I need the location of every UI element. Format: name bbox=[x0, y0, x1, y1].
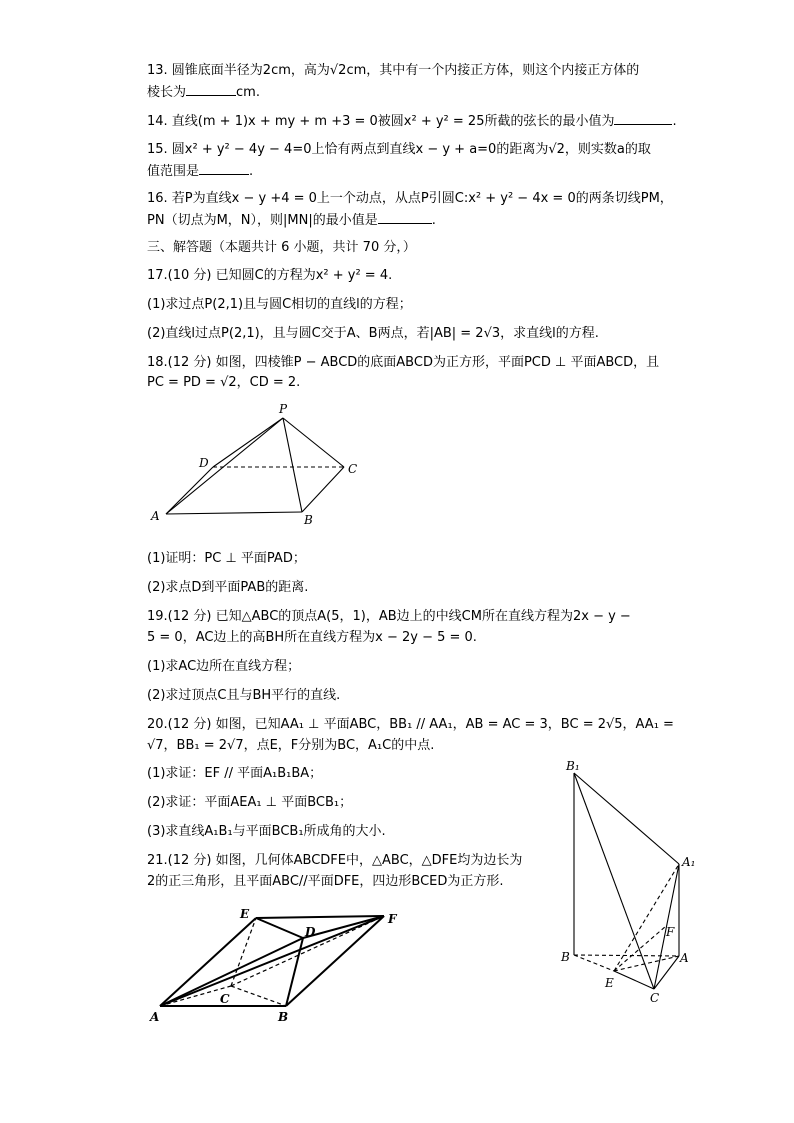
q21-title-cont: 2的正三角形，且平面ABC//平面DFE，四边形BCED为正方形. bbox=[147, 874, 504, 889]
label-A: A bbox=[150, 1010, 160, 1024]
label-D: D bbox=[199, 456, 209, 470]
q19-part2: (2)求过顶点C且与BH平行的直线. bbox=[147, 688, 341, 703]
q15-line2: 值范围是 . bbox=[147, 164, 254, 179]
label-E: E bbox=[240, 907, 250, 921]
q18-part1: (1)证明：PC ⊥ 平面PAD； bbox=[147, 551, 306, 566]
q18-title: 18.(12 分) 如图，四棱锥P − ABCD的底面ABCD为正方形，平面PCD ⊥ 平面ABCD，且 bbox=[147, 355, 660, 370]
label-B1: B₁ bbox=[566, 759, 580, 773]
q15-line1: 15. 圆x² + y² − 4y − 4=0上恰有两点到直线x − y + a=0的距离为√2，则实数a的取 bbox=[147, 142, 651, 157]
q20-part2: (2)求证：平面AEA₁ ⊥ 平面BCB₁； bbox=[147, 795, 353, 810]
q21-title: 21.(12 分) 如图，几何体ABCDFE中，△ABC，△DFE均为边长为 bbox=[147, 853, 523, 868]
label-P: P bbox=[279, 402, 288, 416]
label-C: C bbox=[650, 991, 660, 1005]
q18-title-cont: PC = PD = √2，CD = 2. bbox=[147, 375, 301, 390]
label-A1: A₁ bbox=[682, 855, 696, 869]
label-F: F bbox=[666, 925, 675, 939]
q20-title-cont: √7，BB₁ = 2√7，点E，F分别为BC，A₁C的中点. bbox=[147, 738, 435, 753]
label-F: F bbox=[388, 912, 397, 926]
label-E: E bbox=[605, 976, 614, 990]
label-B: B bbox=[278, 1010, 289, 1024]
label-C: C bbox=[348, 462, 358, 476]
q16-line1: 16. 若P为直线x − y +4 = 0上一个动点，从点P引圆C:x² + y² − 4x = 0的两条切线PM， bbox=[147, 191, 673, 206]
label-D: D bbox=[305, 925, 316, 939]
label-B: B bbox=[304, 513, 313, 527]
q16-line2: PN（切点为M，N），则|MN|的最小值是 . bbox=[147, 213, 436, 228]
q13-line1: 13. 圆锥底面半径为2cm，高为√2cm，其中有一个内接正方体，则这个内接正方体的 bbox=[147, 63, 640, 78]
q20-part1: (1)求证：EF // 平面A₁B₁BA； bbox=[147, 766, 323, 781]
q17-part2: (2)直线l过点P(2,1)，且与圆C交于A、B两点，若|AB| = 2√3，求直线l的方程. bbox=[147, 326, 599, 341]
q19-title-cont: 5 = 0，AC边上的高BH所在直线方程为x − 2y − 5 = 0. bbox=[147, 630, 477, 645]
q14-line1: 14. 直线(m + 1)x + my + m +3 = 0被圆x² + y² = 25所截的弦长的最小值为 . bbox=[147, 114, 677, 129]
q20-title: 20.(12 分) 如图，已知AA₁ ⊥ 平面ABC，BB₁ // AA₁，AB = AC = 3，BC = 2√5，AA₁ = bbox=[147, 717, 674, 732]
q13-line2: 棱长为 cm. bbox=[147, 85, 260, 100]
label-A: A bbox=[680, 951, 689, 965]
q20-part3: (3)求直线A₁B₁与平面BCB₁所成角的大小. bbox=[147, 824, 386, 839]
q19-title: 19.(12 分) 已知△ABC的顶点A(5，1)，AB边上的中线CM所在直线方程为2x − y − bbox=[147, 609, 631, 624]
q18-part2: (2)求点D到平面PAB的距离. bbox=[147, 580, 309, 595]
label-C: C bbox=[220, 992, 230, 1006]
section-heading: 三、解答题（本题共计 6 小题，共计 70 分，） bbox=[147, 240, 416, 255]
q17-part1: (1)求过点P(2,1)且与圆C相切的直线l的方程； bbox=[147, 297, 412, 312]
q19-part1: (1)求AC边所在直线方程； bbox=[147, 659, 301, 674]
label-B: B bbox=[561, 950, 570, 964]
label-A: A bbox=[151, 509, 160, 523]
q17-title: 17.(10 分) 已知圆C的方程为x² + y² = 4. bbox=[147, 268, 393, 283]
